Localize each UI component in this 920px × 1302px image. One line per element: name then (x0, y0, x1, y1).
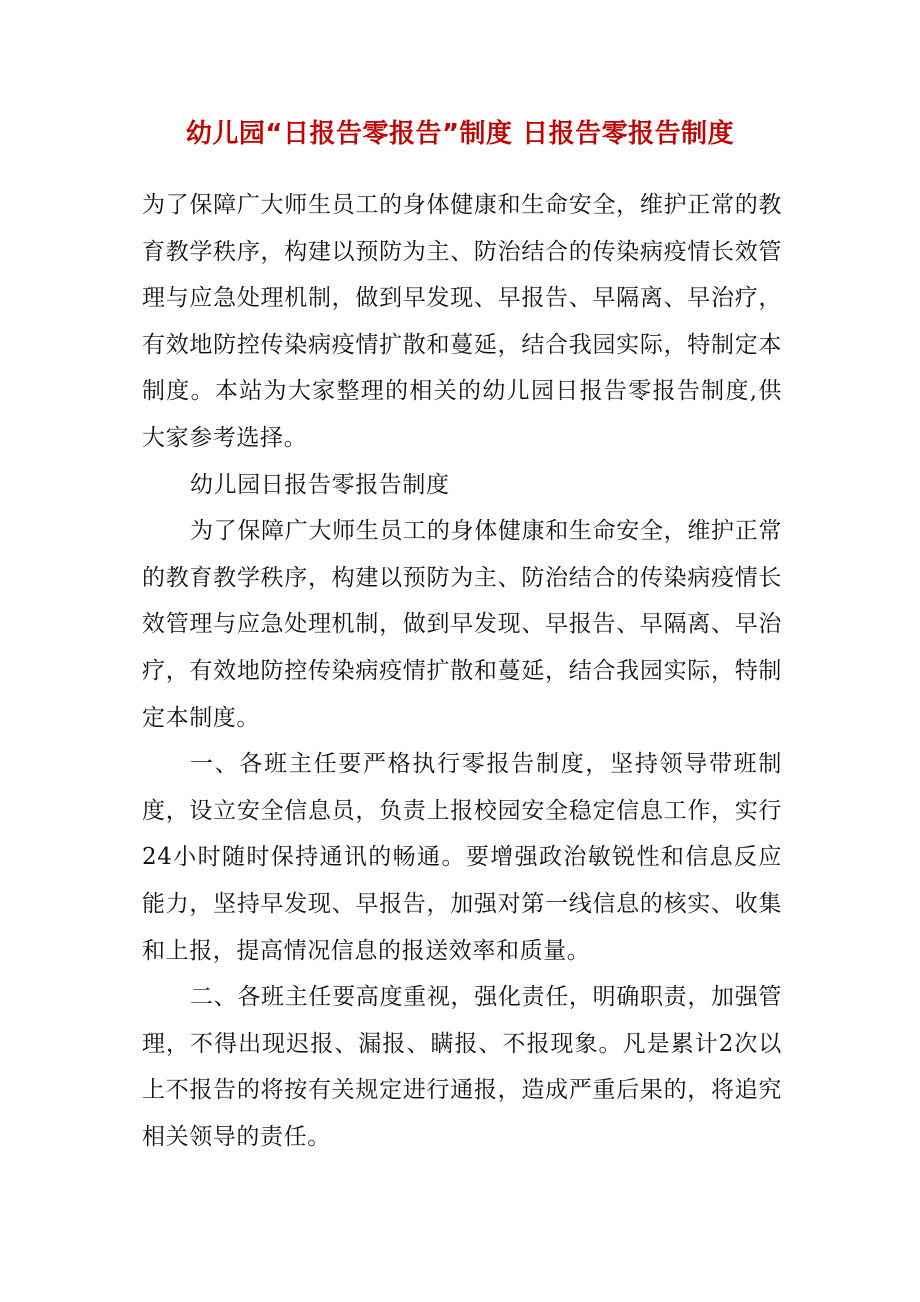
rule-paragraph-2: 二、各班主任要高度重视，强化责任，明确职责，加强管理，不得出现迟报、漏报、瞒报、不报现象。凡是累计2次以上不报告的将按有关规定进行通报，造成严重后果的，将追究相关领导的责任。 (142, 984, 782, 1150)
document-body (142, 182, 782, 1160)
document-title: 幼儿园“日报告零报告”制度 日报告零报告制度 (185, 119, 735, 149)
rule-paragraph-1: 一、各班主任要严格执行零报告制度，坚持领导带班制度，设立安全信息员，负责上报校园安全稳定信息工作，实行24小时随时保持通讯的畅通。要增强政治敏锐性和信息反应能力，坚持早发现、早报告，加强对第一线信息的核实、收集和上报，提高情况信息的报送效率和质量。 (142, 751, 782, 964)
section-heading: 幼儿园日报告零报告制度 (190, 471, 450, 498)
body-paragraph: 为了保障广大师生员工的身体健康和生命安全，维护正常的教育教学秩序，构建以预防为主、防治结合的传染病疫情长效管理与应急处理机制，做到早发现、早报告、早隔离、早治疗，有效地防控传染病疫情扩散和蔓延，结合我园实际，特制定本制度。 (142, 518, 782, 731)
intro-paragraph: 为了保障广大师生员工的身体健康和生命安全，维护正常的教育教学秩序，构建以预防为主、防治结合的传染病疫情长效管理与应急处理机制，做到早发现、早报告、早隔离、早治疗，有效地防控传染病疫情扩散和蔓延，结合我园实际，特制定本制度。本站为大家整理的相关的幼儿园日报告零报告制度,供大家参考选择。 (142, 192, 782, 451)
